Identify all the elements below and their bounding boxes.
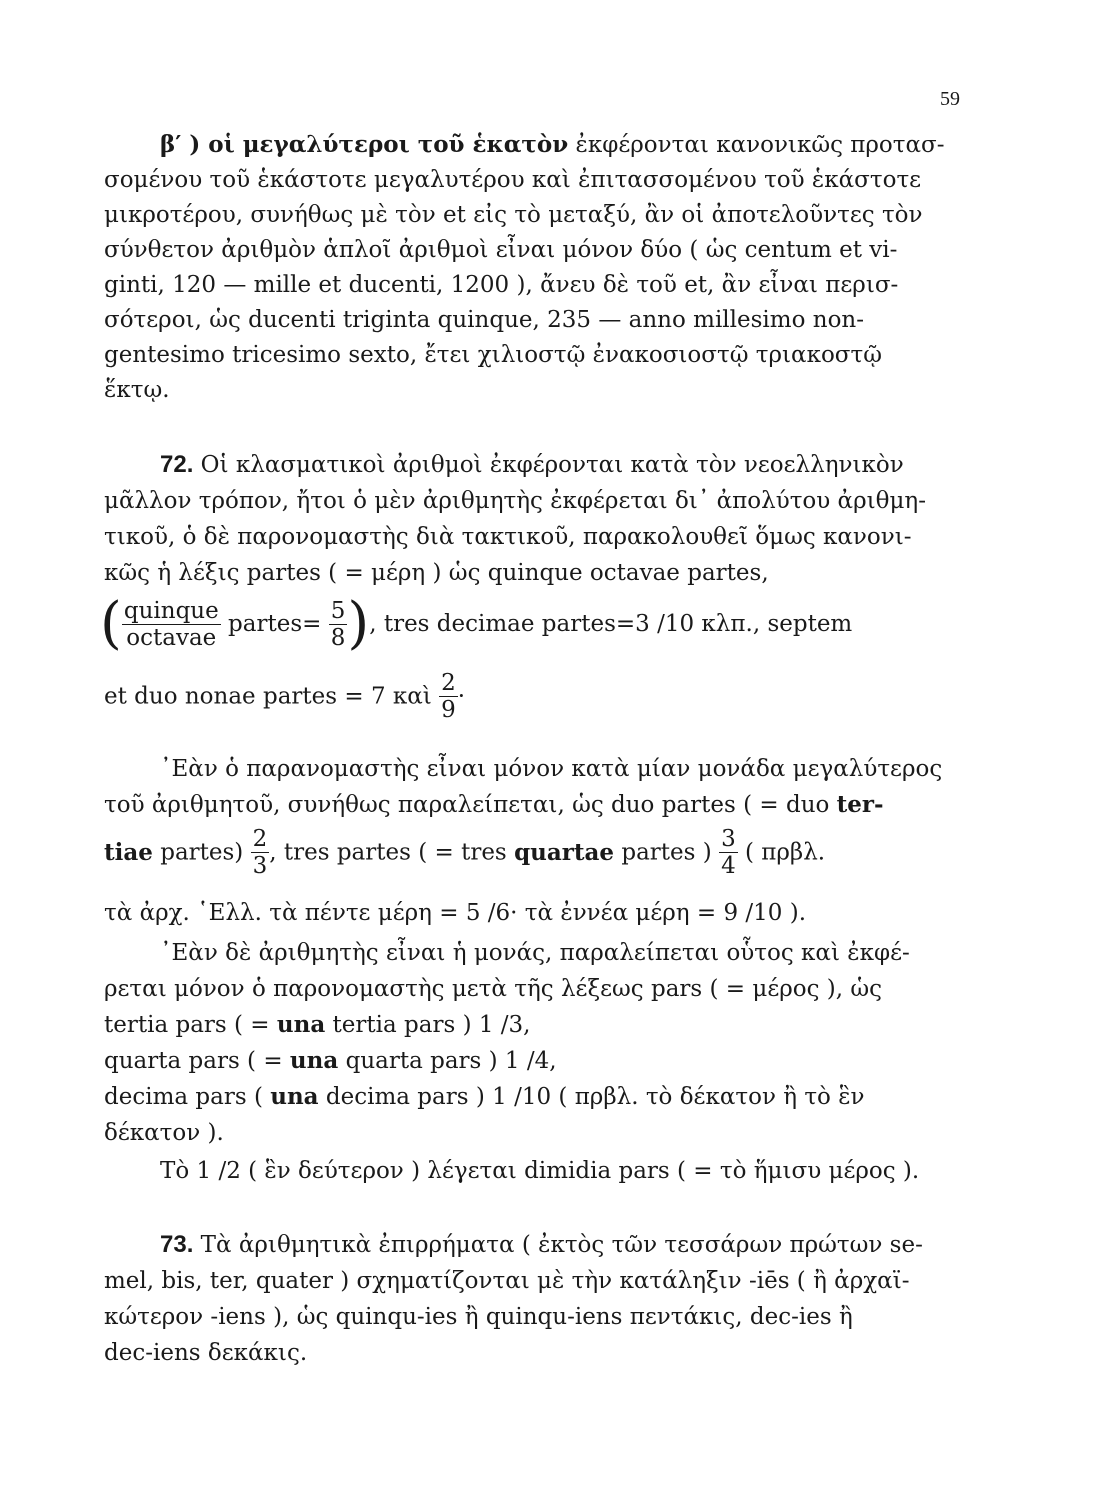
para73-line-2: mel, bis, ter, quater ) σχηματίζονται μὲ τὴν κατάληξιν -iēs ( ἢ ἀρχαϊ- — [104, 1268, 910, 1294]
para73-line-4: dec-iens δεκάκις. — [104, 1340, 308, 1366]
p3-line-4-bold: una — [289, 1047, 339, 1074]
numeric-fraction-2-9 — [439, 670, 458, 723]
para72-p3-line-4 — [104, 1044, 964, 1078]
para72-p3-line-1: ᾿Εὰν δὲ ἀριθμητὴς εἶναι ἡ μονάς, παραλείπεται οὗτος καὶ ἐκφέ- — [160, 940, 910, 966]
para1-line-1-text: ἐκφέρονται κανονικῶς προτασ- — [568, 132, 945, 158]
partes-equals: partes= — [220, 611, 329, 637]
para1-line-7: gentesimo tricesimo sexto, ἔτει χιλιοστῷ ἐνακοσιοστῷ τριακοστῷ — [104, 342, 882, 368]
para1-line-1 — [160, 128, 964, 162]
para1-line-4: σύνθετον ἀριθμὸν ἁπλοῖ ἀριθμοὶ εἶναι μόνον δύο ( ὡς centum et vi- — [104, 237, 898, 263]
p3-line-4-text-a: quarta pars ( = — [104, 1048, 290, 1074]
fraction-line-rest: tres decimae partes=3 /10 κλπ., septem — [383, 611, 853, 637]
para72-p3-line-5 — [104, 1080, 964, 1114]
para73-line-1 — [160, 1228, 964, 1262]
para72-line-3: τικοῦ, ὁ δὲ παρονομαστὴς διὰ τακτικοῦ, παρακολουθεῖ ὅμως κανονι- — [104, 524, 912, 550]
para73-line-3: κώτερον -iens ), ὡς quinqu-ies ἢ quinqu-iens πεντάκις, dec-ies ἢ — [104, 1304, 853, 1330]
para72-line-1 — [160, 448, 964, 482]
p3-line-4-text-c: quarta pars ) 1 /4, — [338, 1048, 557, 1074]
p2-line-3-text-a: partes) — [152, 839, 251, 866]
p2-line-2-bold: ter- — [836, 791, 884, 818]
p3-line-5-text-c: decima pars ) 1 /10 ( πρβλ. τὸ δέκατον ἢ τὸ ἓν — [318, 1084, 865, 1110]
para1-heading: β′ ) οἱ μεγαλύτεροι τοῦ ἑκατὸν — [160, 131, 569, 158]
punctuation: · — [457, 683, 466, 710]
word-fraction-numerator: quinque — [123, 597, 219, 624]
p3-line-5-bold: una — [270, 1083, 319, 1110]
para1-line-8: ἕκτῳ. — [104, 377, 170, 403]
para1-line-3: μικροτέρου, συνήθως μὲ τὸν et εἰς τὸ μεταξύ, ἂν οἱ ἀποτελοῦντες τὸν — [104, 202, 923, 228]
numeric-fraction-3-4 — [719, 826, 738, 879]
para72-p4-line-1: Τὸ 1 /2 ( ἓν δεύτερον ) λέγεται dimidia pars ( = τὸ ἥμισυ μέρος ). — [160, 1158, 920, 1184]
p2-line-3-text-b: , tres partes ( = tres — [269, 839, 515, 866]
para72-line-4: κῶς ἡ λέξις partes ( = μέρη ) ὡς quinque octavae partes, — [104, 560, 769, 586]
para72-line-6-text: et duo nonae partes = 7 καὶ — [104, 683, 440, 710]
para72-p3-line-3 — [104, 1008, 964, 1042]
numeric-fraction-5-8 — [329, 598, 348, 651]
para72-line-6 — [104, 670, 964, 723]
fraction-numerator: 5 — [330, 597, 346, 624]
fraction-example-line: ( $\frac{\text{quinque}}{\text{octavae}}$ partes= $\frac{5}{8}$ ), tres decimae partes=3 /10 κλπ., septem — [100, 591, 853, 656]
para72-p3-line-6: δέκατον ). — [104, 1120, 224, 1146]
fraction-denominator: 8 — [330, 624, 346, 651]
para72-p2-line-4: τὰ ἀρχ. ῾Ελλ. τὰ πέντε μέρη = 5 /6· τὰ ἐννέα μέρη = 9 /10 ). — [104, 900, 807, 926]
p2-line-3-text-c: partes ) — [614, 839, 720, 866]
section-number-72: 72. — [160, 451, 194, 478]
para72-p2-line-2 — [104, 788, 964, 822]
para1-line-5: ginti, 120 — mille et ducenti, 1200 ), ἄνευ δὲ τοῦ et, ἂν εἶναι περισ- — [104, 272, 899, 298]
fraction-denominator: 9 — [441, 697, 456, 723]
para72-line-1-text: Οἱ κλασματικοὶ ἀριθμοὶ ἐκφέρονται κατὰ τὸν νεοελληνικὸν — [193, 452, 904, 478]
p3-line-3-text-c: tertia pars ) 1 /3, — [325, 1012, 531, 1038]
p3-line-3-bold: una — [276, 1011, 326, 1038]
para73-line-1-text: Τὰ ἀριθμητικὰ ἐπιρρήματα ( ἐκτὸς τῶν τεσσάρων πρώτων se- — [193, 1232, 923, 1258]
p2-line-3-bold-quartae: quartae — [514, 839, 615, 866]
para72-line-2: μᾶλλον τρόπον, ἤτοι ὁ μὲν ἀριθμητὴς ἐκφέρεται δι᾽ ἀπολύτου ἀριθμη- — [104, 488, 926, 514]
close-paren: ) — [347, 591, 370, 656]
section-number-73: 73. — [160, 1231, 194, 1258]
page-number: 59 — [940, 88, 960, 110]
fraction-denominator: 4 — [721, 853, 736, 879]
p3-line-3-text-a: tertia pars ( = — [104, 1012, 277, 1038]
para1-line-2: σομένου τοῦ ἑκάστοτε μεγαλυτέρου καὶ ἐπιτασσομένου τοῦ ἑκάστοτε — [104, 167, 922, 193]
fraction-numerator: 2 — [441, 670, 456, 696]
fraction-numerator: 2 — [252, 826, 268, 852]
word-fraction-denominator: octavae — [126, 624, 217, 651]
word-fraction — [122, 598, 221, 651]
para72-p2-line-3 — [104, 826, 964, 879]
fraction-numerator: 3 — [721, 826, 736, 852]
fraction-denominator: 3 — [252, 853, 268, 879]
p3-line-5-text-a: decima pars ( — [104, 1084, 271, 1110]
para1-line-6: σότεροι, ὡς ducenti triginta quinque, 235 — anno millesimo non- — [104, 307, 864, 333]
p2-line-3-bold: tiae — [104, 839, 153, 866]
numeric-fraction-2-3 — [251, 826, 270, 879]
para72-p3-line-2: ρεται μόνον ὁ παρονομαστὴς μετὰ τῆς λέξεως pars ( = μέρος ), ὡς — [104, 976, 883, 1002]
para72-p2-line-1: ᾿Εὰν ὁ παρανομαστὴς εἶναι μόνον κατὰ μίαν μονάδα μεγαλύτερος — [160, 756, 943, 782]
p2-line-2-text: τοῦ ἀριθμητοῦ, συνήθως παραλείπεται, ὡς duo partes ( = duo — [104, 792, 837, 818]
open-paren: ( — [100, 591, 122, 656]
p2-line-3-text-d: ( πρβλ. — [737, 839, 826, 866]
